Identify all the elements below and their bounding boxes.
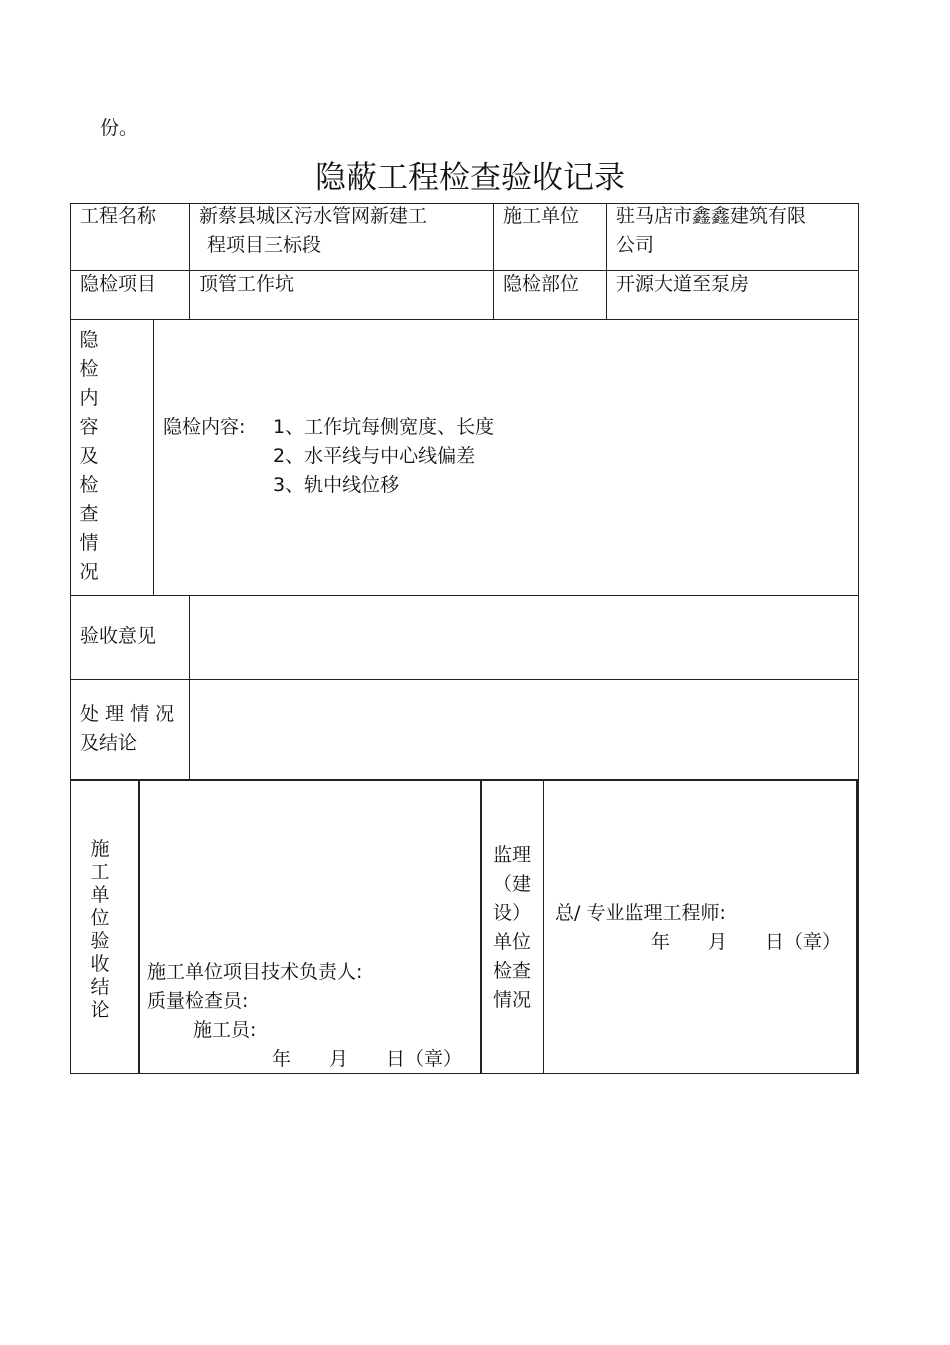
contractor-date-line: 年 月 日（章） xyxy=(272,1048,463,1070)
content-item-3: 3、轨中线位移 xyxy=(273,474,400,496)
inspection-location-value: 开源大道至泵房 xyxy=(616,273,750,295)
qc-inspector-signature: 质量检查员: xyxy=(147,990,249,1012)
project-name-value-line2: 程项目三标段 xyxy=(207,234,322,256)
handling-label-line1: 处 理 情 况 xyxy=(80,703,175,725)
project-name-value-line1: 新蔡县城区污水管网新建工 xyxy=(199,205,428,227)
contractor-value-line2: 公司 xyxy=(616,234,655,256)
supervising-engineer-signature: 总/ 专业监理工程师: xyxy=(555,902,726,924)
content-item-1: 1、工作坑每侧宽度、长度 xyxy=(273,416,495,438)
supervisor-side-label: 监理 （建 设） 单位 检查 情况 xyxy=(492,844,531,1011)
content-item-2: 2、水平线与中心线偏差 xyxy=(273,445,476,467)
project-name-label: 工程名称 xyxy=(80,205,157,227)
contractor-label: 施工单位 xyxy=(503,205,580,227)
tech-lead-signature: 施工单位项目技术负责人: xyxy=(147,961,363,983)
contractor-value-line1: 驻马店市鑫鑫建筑有限 xyxy=(616,205,807,227)
page-title: 隐蔽工程检查验收记录 xyxy=(315,160,625,196)
contractor-conclusion-side-label: 施 工 单 位 验 收 结 论 xyxy=(90,838,110,1021)
worker-signature: 施工员: xyxy=(193,1019,257,1041)
content-side-label: 隐 检 内 容 及 检 查 情 况 xyxy=(79,329,99,583)
inspection-item-value: 顶管工作坑 xyxy=(199,273,295,295)
page-fragment-text: 份。 xyxy=(100,117,139,139)
handling-label-line2: 及结论 xyxy=(80,732,138,754)
supervisor-date-line: 年 月 日（章） xyxy=(651,931,842,953)
inspection-location-label: 隐检部位 xyxy=(503,273,580,295)
content-prefix: 隐检内容: xyxy=(163,416,246,438)
inspection-item-label: 隐检项目 xyxy=(80,273,157,295)
acceptance-opinion-label: 验收意见 xyxy=(80,625,157,647)
